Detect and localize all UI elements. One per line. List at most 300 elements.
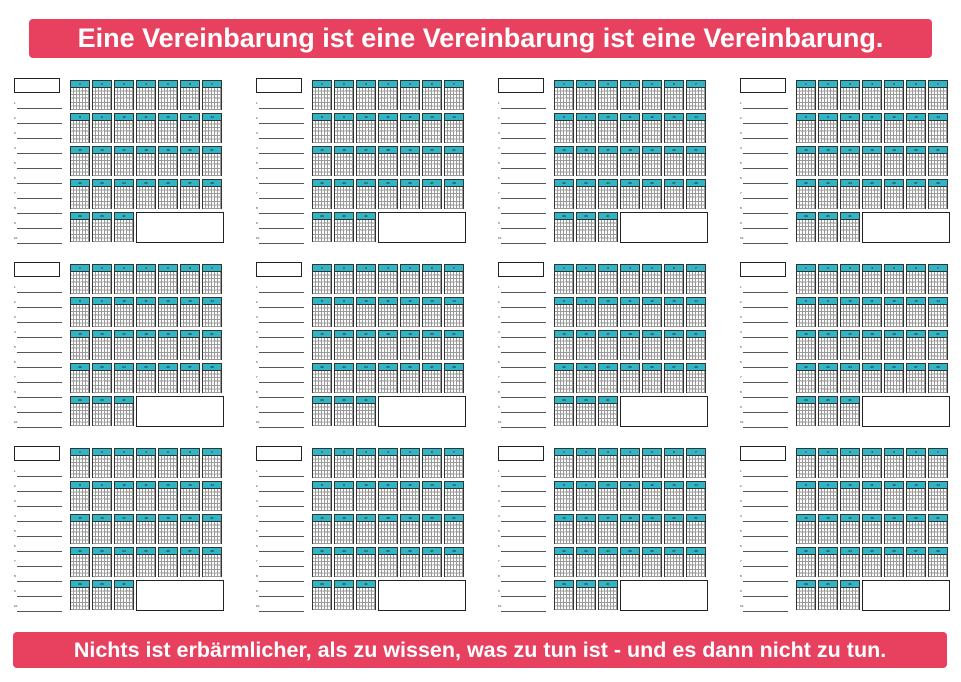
tracker-cell[interactable]: 6 xyxy=(394,305,397,312)
tracker-cell[interactable]: 9 xyxy=(143,320,146,327)
habit-line[interactable] xyxy=(14,132,62,139)
tracker-cell[interactable]: 6 xyxy=(878,121,881,128)
tracker-cell[interactable]: 1 xyxy=(190,287,193,294)
tracker-cell[interactable]: 9 xyxy=(416,279,419,286)
tracker-cell[interactable]: 6 xyxy=(438,121,441,128)
tracker-cell[interactable]: 9 xyxy=(680,345,683,352)
tracker-cell[interactable]: 6 xyxy=(605,378,608,385)
tracker-cell[interactable]: 3 xyxy=(121,220,124,227)
tracker-cell[interactable]: 5 xyxy=(866,194,869,201)
tracker-cell[interactable]: 5 xyxy=(448,128,451,135)
tracker-cell[interactable]: 9 xyxy=(922,161,925,168)
tracker-cell[interactable]: 3 xyxy=(99,404,102,411)
tracker-cell[interactable]: 4 xyxy=(212,305,215,312)
tracker-cell[interactable]: 8 xyxy=(655,345,658,352)
tracker-cell[interactable]: 6 xyxy=(328,154,331,161)
tracker-cell[interactable]: 6 xyxy=(658,371,661,378)
day-box[interactable] xyxy=(796,179,816,209)
tracker-cell[interactable]: 8 xyxy=(457,378,460,385)
tracker-cell[interactable]: 4 xyxy=(159,345,162,352)
tracker-cell[interactable]: 9 xyxy=(372,279,375,286)
tracker-cell[interactable]: 5 xyxy=(655,338,658,345)
tracker-cell[interactable]: 6 xyxy=(130,187,133,194)
tracker-cell[interactable]: 1 xyxy=(863,121,866,128)
tracker-cell[interactable]: 7 xyxy=(555,103,558,110)
tracker-cell[interactable]: 3 xyxy=(108,287,111,294)
tracker-cell[interactable]: 8 xyxy=(316,136,319,143)
tracker-cell[interactable]: 5 xyxy=(382,194,385,201)
tracker-cell[interactable]: 8 xyxy=(646,320,649,327)
tracker-cell[interactable]: 1 xyxy=(212,103,215,110)
tracker-cell[interactable]: 5 xyxy=(105,404,108,411)
tracker-cell[interactable]: 2 xyxy=(325,202,328,209)
tracker-cell[interactable]: 8 xyxy=(338,169,341,176)
tracker-cell[interactable]: 2 xyxy=(655,320,658,327)
tracker-cell[interactable]: 7 xyxy=(146,161,149,168)
tracker-cell[interactable]: 4 xyxy=(850,121,853,128)
tracker-cell[interactable]: 5 xyxy=(611,305,614,312)
tracker-cell[interactable]: 2 xyxy=(602,88,605,95)
tracker-cell[interactable]: 4 xyxy=(863,128,866,135)
tracker-cell[interactable]: 8 xyxy=(338,386,341,393)
tracker-cell[interactable]: 1 xyxy=(621,272,624,279)
tracker-cell[interactable]: 7 xyxy=(674,128,677,135)
tracker-cell[interactable]: 5 xyxy=(699,305,702,312)
tracker-cell[interactable]: 4 xyxy=(203,161,206,168)
tracker-cell[interactable]: 7 xyxy=(555,169,558,176)
tracker-cell[interactable]: 7 xyxy=(696,194,699,201)
tracker-cell[interactable]: 4 xyxy=(423,194,426,201)
tracker-cell[interactable]: 3 xyxy=(218,169,221,176)
tracker-cell[interactable]: 7 xyxy=(379,353,382,360)
tracker-cell[interactable]: 8 xyxy=(699,345,702,352)
tracker-cell[interactable]: 9 xyxy=(218,312,221,319)
tracker-cell[interactable]: 8 xyxy=(602,235,605,242)
tracker-cell[interactable]: 1 xyxy=(115,187,118,194)
tracker-cell[interactable]: 3 xyxy=(825,220,828,227)
tracker-cell[interactable]: 9 xyxy=(702,312,705,319)
day-box[interactable] xyxy=(312,146,332,176)
day-box[interactable] xyxy=(356,297,376,327)
habit-line[interactable] xyxy=(256,102,304,109)
day-box[interactable] xyxy=(664,113,684,143)
tracker-cell[interactable]: 1 xyxy=(423,272,426,279)
tracker-cell[interactable]: 2 xyxy=(589,235,592,242)
tracker-cell[interactable]: 2 xyxy=(558,121,561,128)
tracker-cell[interactable]: 1 xyxy=(168,103,171,110)
tracker-cell[interactable]: 7 xyxy=(938,161,941,168)
tracker-cell[interactable]: 7 xyxy=(555,235,558,242)
tracker-cell[interactable]: 9 xyxy=(328,378,331,385)
tracker-cell[interactable]: 5 xyxy=(690,279,693,286)
tracker-cell[interactable]: 3 xyxy=(196,386,199,393)
tracker-cell[interactable]: 9 xyxy=(165,202,168,209)
tracker-cell[interactable]: 2 xyxy=(580,404,583,411)
day-box[interactable] xyxy=(158,80,178,110)
tracker-cell[interactable]: 9 xyxy=(165,353,168,360)
tracker-cell[interactable]: 3 xyxy=(460,287,463,294)
tracker-cell[interactable]: 8 xyxy=(435,194,438,201)
tracker-cell[interactable]: 3 xyxy=(174,103,177,110)
tracker-cell[interactable]: 8 xyxy=(413,161,416,168)
tracker-cell[interactable]: 1 xyxy=(203,154,206,161)
tracker-cell[interactable]: 2 xyxy=(633,320,636,327)
tracker-cell[interactable]: 8 xyxy=(690,136,693,143)
tracker-cell[interactable]: 4 xyxy=(115,312,118,319)
tracker-cell[interactable]: 9 xyxy=(869,202,872,209)
tracker-cell[interactable]: 9 xyxy=(680,128,683,135)
tracker-cell[interactable]: 7 xyxy=(379,103,382,110)
tracker-cell[interactable]: 6 xyxy=(350,220,353,227)
tracker-cell[interactable]: 1 xyxy=(938,103,941,110)
habit-line[interactable] xyxy=(740,222,788,229)
tracker-cell[interactable]: 6 xyxy=(77,378,80,385)
tracker-cell[interactable]: 5 xyxy=(193,121,196,128)
tracker-cell[interactable]: 3 xyxy=(636,320,639,327)
tracker-cell[interactable]: 5 xyxy=(118,345,121,352)
tracker-cell[interactable]: 2 xyxy=(83,136,86,143)
tracker-cell[interactable]: 8 xyxy=(910,103,913,110)
tracker-cell[interactable]: 1 xyxy=(608,103,611,110)
tracker-cell[interactable]: 4 xyxy=(819,161,822,168)
tracker-cell[interactable]: 7 xyxy=(630,345,633,352)
tracker-cell[interactable]: 2 xyxy=(369,103,372,110)
tracker-cell[interactable]: 8 xyxy=(624,353,627,360)
tracker-cell[interactable]: 5 xyxy=(646,161,649,168)
tracker-cell[interactable]: 7 xyxy=(146,345,149,352)
tracker-cell[interactable]: 7 xyxy=(357,103,360,110)
tracker-cell[interactable]: 1 xyxy=(577,220,580,227)
tracker-cell[interactable]: 3 xyxy=(341,187,344,194)
tracker-cell[interactable]: 4 xyxy=(366,404,369,411)
tracker-cell[interactable]: 5 xyxy=(382,128,385,135)
tracker-cell[interactable]: 1 xyxy=(577,154,580,161)
tracker-cell[interactable]: 4 xyxy=(203,378,206,385)
tracker-cell[interactable]: 5 xyxy=(316,411,319,418)
day-box[interactable] xyxy=(92,80,112,110)
tracker-cell[interactable]: 2 xyxy=(633,386,636,393)
tracker-cell[interactable]: 4 xyxy=(621,194,624,201)
tracker-cell[interactable]: 8 xyxy=(448,386,451,393)
tracker-cell[interactable]: 6 xyxy=(429,345,432,352)
tracker-cell[interactable]: 1 xyxy=(454,202,457,209)
day-box[interactable] xyxy=(70,146,90,176)
tracker-cell[interactable]: 7 xyxy=(454,194,457,201)
tracker-cell[interactable]: 3 xyxy=(922,169,925,176)
tracker-cell[interactable]: 7 xyxy=(401,386,404,393)
tracker-cell[interactable]: 9 xyxy=(693,386,696,393)
tracker-cell[interactable]: 5 xyxy=(413,305,416,312)
tracker-cell[interactable]: 8 xyxy=(171,345,174,352)
tracker-cell[interactable]: 1 xyxy=(366,169,369,176)
tracker-cell[interactable]: 3 xyxy=(108,235,111,242)
tracker-cell[interactable]: 2 xyxy=(347,235,350,242)
tracker-cell[interactable]: 1 xyxy=(907,121,910,128)
tracker-cell[interactable]: 8 xyxy=(96,320,99,327)
tracker-cell[interactable]: 9 xyxy=(196,95,199,102)
tracker-cell[interactable]: 5 xyxy=(360,312,363,319)
tracker-cell[interactable]: 8 xyxy=(325,279,328,286)
tracker-cell[interactable]: 1 xyxy=(577,338,580,345)
tracker-cell[interactable]: 1 xyxy=(71,272,74,279)
tracker-cell[interactable]: 6 xyxy=(847,95,850,102)
tracker-cell[interactable]: 5 xyxy=(448,312,451,319)
tracker-cell[interactable]: 8 xyxy=(338,136,341,143)
tracker-cell[interactable]: 4 xyxy=(344,121,347,128)
tracker-cell[interactable]: 8 xyxy=(193,161,196,168)
day-box[interactable] xyxy=(928,113,948,143)
tracker-cell[interactable]: 6 xyxy=(372,187,375,194)
tracker-cell[interactable]: 8 xyxy=(206,202,209,209)
tracker-cell[interactable]: 3 xyxy=(319,187,322,194)
tracker-cell[interactable]: 3 xyxy=(196,320,199,327)
tracker-cell[interactable]: 2 xyxy=(897,287,900,294)
day-box[interactable] xyxy=(576,146,596,176)
tracker-cell[interactable]: 5 xyxy=(83,371,86,378)
day-box[interactable] xyxy=(884,146,904,176)
tracker-cell[interactable]: 4 xyxy=(190,88,193,95)
tracker-cell[interactable]: 5 xyxy=(391,88,394,95)
tracker-cell[interactable]: 3 xyxy=(825,121,828,128)
tracker-cell[interactable]: 8 xyxy=(369,345,372,352)
tracker-cell[interactable]: 9 xyxy=(825,103,828,110)
notes-box[interactable] xyxy=(136,396,224,427)
habit-line[interactable] xyxy=(740,162,788,169)
tracker-cell[interactable]: 5 xyxy=(831,187,834,194)
tracker-cell[interactable]: 1 xyxy=(894,202,897,209)
tracker-cell[interactable]: 5 xyxy=(589,338,592,345)
tracker-cell[interactable]: 6 xyxy=(341,95,344,102)
tracker-cell[interactable]: 7 xyxy=(863,169,866,176)
tracker-cell[interactable]: 1 xyxy=(555,154,558,161)
tracker-cell[interactable]: 5 xyxy=(171,272,174,279)
tracker-cell[interactable]: 2 xyxy=(184,338,187,345)
tracker-cell[interactable]: 7 xyxy=(410,95,413,102)
tracker-cell[interactable]: 7 xyxy=(115,353,118,360)
tracker-cell[interactable]: 5 xyxy=(360,279,363,286)
tracker-cell[interactable]: 5 xyxy=(435,338,438,345)
tracker-cell[interactable]: 6 xyxy=(803,128,806,135)
tracker-cell[interactable]: 1 xyxy=(577,305,580,312)
tracker-cell[interactable]: 8 xyxy=(800,202,803,209)
tracker-cell[interactable]: 9 xyxy=(196,312,199,319)
tracker-cell[interactable]: 3 xyxy=(847,187,850,194)
tracker-cell[interactable]: 2 xyxy=(910,154,913,161)
tracker-cell[interactable]: 8 xyxy=(809,95,812,102)
day-box[interactable] xyxy=(840,146,860,176)
tracker-cell[interactable]: 6 xyxy=(627,194,630,201)
tracker-cell[interactable]: 1 xyxy=(929,154,932,161)
tracker-cell[interactable]: 1 xyxy=(102,287,105,294)
tracker-cell[interactable]: 1 xyxy=(115,404,118,411)
tracker-cell[interactable]: 6 xyxy=(561,227,564,234)
tracker-cell[interactable]: 7 xyxy=(454,378,457,385)
tracker-cell[interactable]: 8 xyxy=(215,95,218,102)
tracker-cell[interactable]: 7 xyxy=(938,194,941,201)
tracker-cell[interactable]: 6 xyxy=(218,154,221,161)
tracker-cell[interactable]: 9 xyxy=(152,95,155,102)
tracker-cell[interactable]: 4 xyxy=(564,404,567,411)
tracker-cell[interactable]: 2 xyxy=(369,353,372,360)
tracker-cell[interactable]: 1 xyxy=(885,154,888,161)
tracker-cell[interactable]: 1 xyxy=(93,154,96,161)
tracker-cell[interactable]: 1 xyxy=(181,272,184,279)
tracker-cell[interactable]: 8 xyxy=(677,279,680,286)
tracker-cell[interactable]: 2 xyxy=(910,187,913,194)
tracker-cell[interactable]: 5 xyxy=(875,187,878,194)
tracker-cell[interactable]: 7 xyxy=(599,353,602,360)
tracker-cell[interactable]: 9 xyxy=(350,411,353,418)
tracker-cell[interactable]: 2 xyxy=(382,272,385,279)
day-box[interactable] xyxy=(620,330,640,360)
tracker-cell[interactable]: 3 xyxy=(803,88,806,95)
tracker-cell[interactable]: 9 xyxy=(121,386,124,393)
tracker-cell[interactable]: 4 xyxy=(674,338,677,345)
tracker-cell[interactable]: 1 xyxy=(555,272,558,279)
tracker-cell[interactable]: 3 xyxy=(438,386,441,393)
tracker-cell[interactable]: 4 xyxy=(665,161,668,168)
tracker-cell[interactable]: 1 xyxy=(599,187,602,194)
tracker-cell[interactable]: 1 xyxy=(621,305,624,312)
tracker-cell[interactable]: 5 xyxy=(602,128,605,135)
tracker-cell[interactable]: 4 xyxy=(124,338,127,345)
tracker-cell[interactable]: 2 xyxy=(831,136,834,143)
tracker-cell[interactable]: 2 xyxy=(624,121,627,128)
tracker-cell[interactable]: 9 xyxy=(394,279,397,286)
tracker-cell[interactable]: 2 xyxy=(580,154,583,161)
tracker-cell[interactable]: 3 xyxy=(671,338,674,345)
tracker-cell[interactable]: 5 xyxy=(193,338,196,345)
tracker-cell[interactable]: 7 xyxy=(379,287,382,294)
tracker-cell[interactable]: 8 xyxy=(699,95,702,102)
tracker-cell[interactable]: 1 xyxy=(872,287,875,294)
tracker-cell[interactable]: 6 xyxy=(658,121,661,128)
tracker-cell[interactable]: 5 xyxy=(171,305,174,312)
tracker-cell[interactable]: 1 xyxy=(102,419,105,426)
tracker-cell[interactable]: 7 xyxy=(322,161,325,168)
tracker-cell[interactable]: 1 xyxy=(828,136,831,143)
tracker-cell[interactable]: 8 xyxy=(184,287,187,294)
notes-box[interactable] xyxy=(620,396,708,427)
tracker-cell[interactable]: 6 xyxy=(152,305,155,312)
tracker-cell[interactable]: 2 xyxy=(338,154,341,161)
tracker-cell[interactable]: 5 xyxy=(677,121,680,128)
tracker-cell[interactable]: 4 xyxy=(80,187,83,194)
tracker-cell[interactable]: 7 xyxy=(929,287,932,294)
tracker-cell[interactable]: 2 xyxy=(853,136,856,143)
tracker-cell[interactable]: 5 xyxy=(171,371,174,378)
tracker-cell[interactable]: 7 xyxy=(410,378,413,385)
tracker-cell[interactable]: 7 xyxy=(357,386,360,393)
tracker-cell[interactable]: 5 xyxy=(910,128,913,135)
tracker-cell[interactable]: 3 xyxy=(702,202,705,209)
tracker-cell[interactable]: 5 xyxy=(404,345,407,352)
tracker-cell[interactable]: 4 xyxy=(850,220,853,227)
day-box[interactable] xyxy=(642,363,662,393)
tracker-cell[interactable]: 9 xyxy=(944,95,947,102)
tracker-cell[interactable]: 4 xyxy=(71,161,74,168)
tracker-cell[interactable]: 3 xyxy=(350,103,353,110)
tracker-cell[interactable]: 3 xyxy=(460,136,463,143)
tracker-cell[interactable]: 4 xyxy=(80,220,83,227)
tracker-cell[interactable]: 5 xyxy=(105,154,108,161)
tracker-cell[interactable]: 4 xyxy=(93,95,96,102)
tracker-cell[interactable]: 9 xyxy=(451,169,454,176)
tracker-cell[interactable]: 4 xyxy=(410,154,413,161)
tracker-cell[interactable]: 8 xyxy=(699,194,702,201)
tracker-cell[interactable]: 4 xyxy=(410,305,413,312)
tracker-cell[interactable]: 7 xyxy=(665,287,668,294)
tracker-cell[interactable]: 9 xyxy=(319,419,322,426)
tracker-cell[interactable]: 1 xyxy=(423,187,426,194)
tracker-cell[interactable]: 2 xyxy=(646,305,649,312)
tracker-cell[interactable]: 7 xyxy=(586,411,589,418)
tracker-cell[interactable]: 6 xyxy=(108,272,111,279)
tracker-cell[interactable]: 5 xyxy=(809,305,812,312)
tracker-cell[interactable]: 6 xyxy=(394,187,397,194)
tracker-cell[interactable]: 4 xyxy=(401,378,404,385)
tracker-cell[interactable]: 6 xyxy=(900,154,903,161)
day-box[interactable] xyxy=(818,146,838,176)
tracker-cell[interactable]: 9 xyxy=(460,161,463,168)
tracker-cell[interactable]: 1 xyxy=(696,320,699,327)
tracker-cell[interactable]: 9 xyxy=(363,320,366,327)
day-box[interactable] xyxy=(114,212,134,242)
tracker-cell[interactable]: 5 xyxy=(162,378,165,385)
tracker-cell[interactable]: 1 xyxy=(181,305,184,312)
tracker-cell[interactable]: 7 xyxy=(388,312,391,319)
tracker-cell[interactable]: 1 xyxy=(115,121,118,128)
tracker-cell[interactable]: 7 xyxy=(335,235,338,242)
tracker-cell[interactable]: 6 xyxy=(605,312,608,319)
tracker-cell[interactable]: 4 xyxy=(203,128,206,135)
tracker-cell[interactable]: 1 xyxy=(454,353,457,360)
tracker-cell[interactable]: 4 xyxy=(80,272,83,279)
tracker-cell[interactable]: 6 xyxy=(407,95,410,102)
tracker-cell[interactable]: 3 xyxy=(372,386,375,393)
tracker-cell[interactable]: 6 xyxy=(680,121,683,128)
tracker-cell[interactable]: 8 xyxy=(360,353,363,360)
tracker-cell[interactable]: 3 xyxy=(152,386,155,393)
tracker-cell[interactable]: 8 xyxy=(910,169,913,176)
tracker-cell[interactable]: 3 xyxy=(143,88,146,95)
tracker-cell[interactable]: 6 xyxy=(196,338,199,345)
tracker-cell[interactable]: 7 xyxy=(916,279,919,286)
tracker-cell[interactable]: 8 xyxy=(171,312,174,319)
tracker-cell[interactable]: 4 xyxy=(203,95,206,102)
tracker-cell[interactable]: 2 xyxy=(215,202,218,209)
tracker-cell[interactable]: 1 xyxy=(379,272,382,279)
tracker-cell[interactable]: 9 xyxy=(86,411,89,418)
tracker-cell[interactable]: 7 xyxy=(335,202,338,209)
tracker-cell[interactable]: 2 xyxy=(338,88,341,95)
tracker-cell[interactable]: 6 xyxy=(416,371,419,378)
tracker-cell[interactable]: 2 xyxy=(338,404,341,411)
day-box[interactable] xyxy=(576,363,596,393)
tracker-cell[interactable]: 8 xyxy=(932,202,935,209)
tracker-cell[interactable]: 4 xyxy=(674,154,677,161)
tracker-cell[interactable]: 5 xyxy=(941,154,944,161)
tracker-cell[interactable]: 2 xyxy=(875,136,878,143)
tracker-cell[interactable]: 7 xyxy=(555,353,558,360)
tracker-cell[interactable]: 3 xyxy=(319,338,322,345)
tracker-cell[interactable]: 2 xyxy=(413,320,416,327)
tracker-cell[interactable]: 9 xyxy=(592,227,595,234)
tracker-cell[interactable]: 3 xyxy=(592,235,595,242)
tracker-cell[interactable]: 4 xyxy=(907,194,910,201)
tracker-cell[interactable]: 1 xyxy=(322,287,325,294)
day-box[interactable] xyxy=(202,330,222,360)
